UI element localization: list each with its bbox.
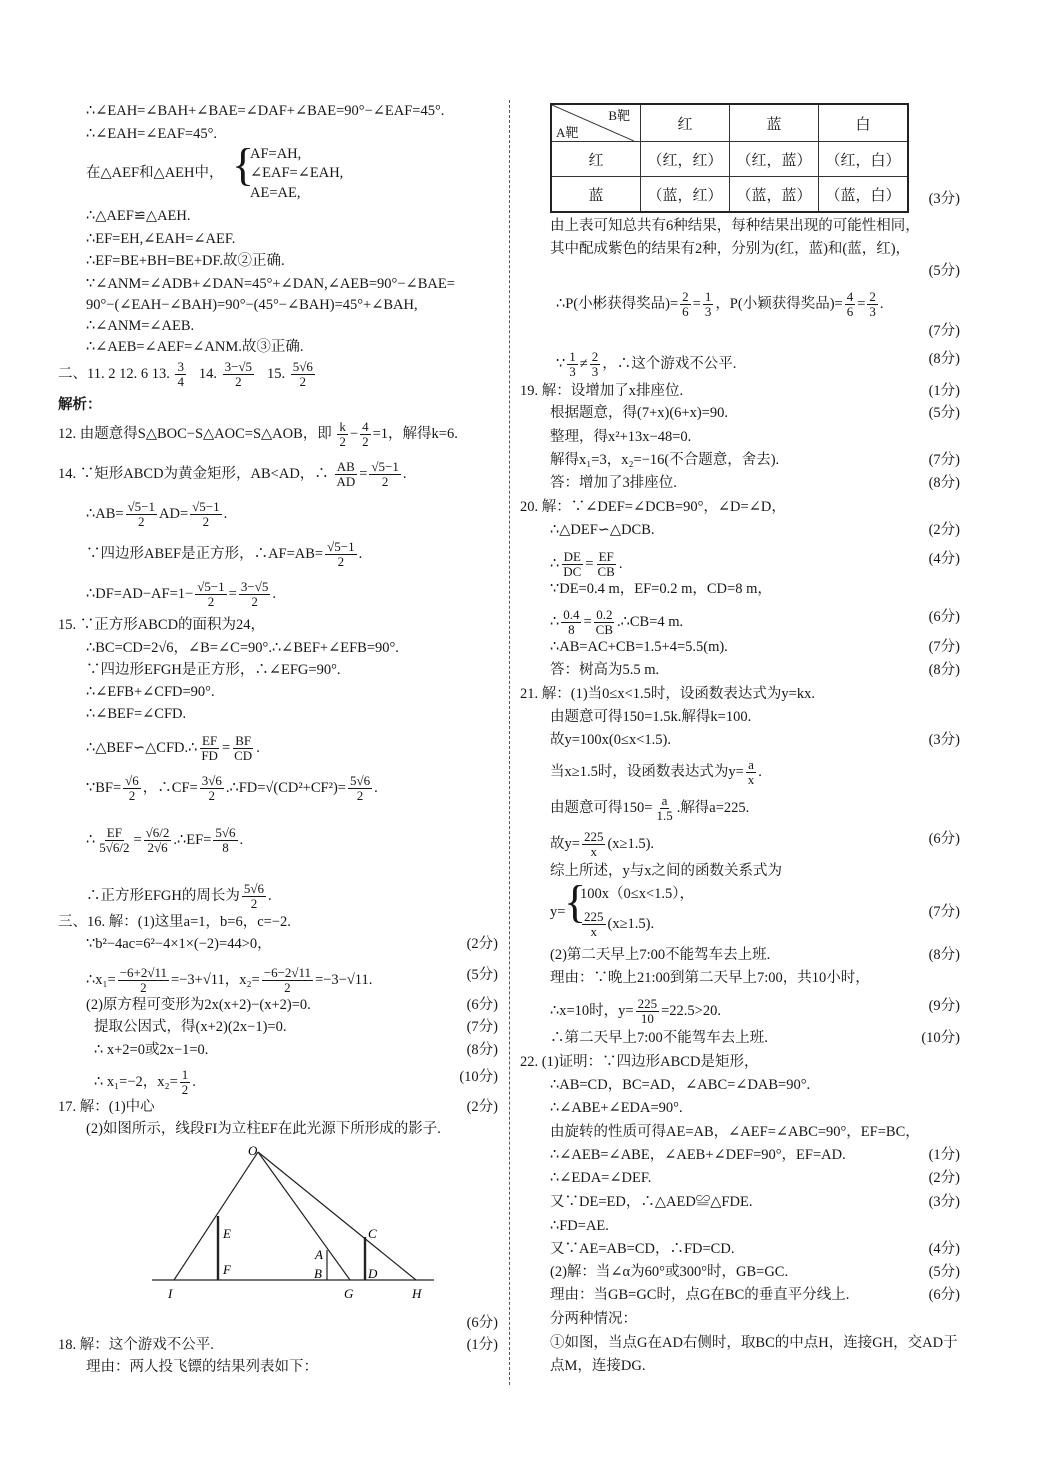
score: (7分): [928, 904, 960, 920]
score: (4分): [928, 1241, 960, 1257]
q21-line: ∴第二天早上7:00不能驾车去上班. (10分): [550, 1030, 960, 1046]
score: (7分): [928, 323, 960, 339]
q20-line: 答：树高为5.5 m. (8分): [550, 662, 960, 678]
q19-line: 19. 解：设增加了x排座位. (1分): [520, 383, 960, 399]
analysis-label: 解析：: [58, 397, 102, 413]
q20-line: ∴AB=AC+CB=1.5+4=5.5(m). (7分): [550, 639, 960, 655]
q21-line: 由题意可得150=1.5k.解得k=100.: [550, 709, 752, 725]
line: 90°−(∠EAH−∠BAH)=90°−(45°−∠BAH)=45°+∠BAH,: [86, 297, 418, 313]
q18-line: ∵ $\frac{1}{3}$ ≠ $\frac{2}{3}$ ，∴这个游戏不公平. (8分): [556, 349, 960, 379]
q15-line: ∵四边形EFGH是正方形，∴∠EFG=90°.: [86, 662, 341, 678]
system-line: AE=AE,: [250, 185, 301, 201]
q21-line: 理由：∵晚上21:00到第二天早上7:00，共10小时，: [550, 970, 870, 986]
q20-line: ∵DE=0.4 m，EF=0.2 m，CD=8 m，: [550, 581, 772, 597]
q22-line: 又∵AE=AB=CD，∴FD=CD. (4分): [550, 1241, 960, 1257]
col-header: 红: [641, 104, 730, 142]
col-header: 蓝: [730, 104, 819, 142]
line: 在△AEF和△AEH中，: [86, 165, 224, 181]
score: (10分): [459, 1069, 498, 1085]
q16-line: ∵b²−4ac=6²−4×1×(−2)=44>0， (2分): [86, 936, 498, 952]
q22-line: ∴∠EDA=∠DEF. (2分): [550, 1170, 960, 1186]
score: (3分): [928, 1194, 960, 1210]
table-cell: （蓝，白）: [819, 177, 909, 213]
q19-line: 答：增加了3排座位. (8分): [550, 475, 960, 491]
score: (1分): [928, 383, 960, 399]
q15-line: ∴∠EFB+∠CFD=90°.: [86, 684, 215, 700]
q15-line: ∴正方形EFGH的周长为 $\frac{5√6}{2}$ .: [86, 881, 272, 911]
q20-line: ∴△DEF∽△DCB. (2分): [550, 522, 960, 538]
label-d: D: [368, 1266, 378, 1281]
q21-line: ∴x=10时，y= $\frac{225}{10}$ =22.5>20. (9分): [550, 996, 960, 1026]
q18-line: 18. 解：这个游戏不公平. (1分): [58, 1337, 498, 1353]
score: (2分): [466, 1099, 498, 1115]
q18-line: ∴P(小彬获得奖品)= $\frac{2}{6}$ = $\frac{1}{3}$ ，P(小颖获得奖品)= $\frac{4}{6}$ = $\frac{2}{3}$ .: [556, 289, 884, 319]
line: ∴∠EAH=∠EAF=45°.: [86, 126, 217, 142]
score: (6分): [928, 609, 960, 625]
q21-line: (2)第二天早上7:00不能驾车去上班. (8分): [550, 947, 960, 963]
ray-oh: [258, 1152, 416, 1280]
label-b: B: [314, 1266, 322, 1281]
q22-line: ∴∠AEB=∠ABE，∠AEB+∠DEF=90°，EF=AD. (1分): [550, 1147, 960, 1163]
q16-line: ∴ x₁=−2，x₂= $\frac{1}{2}$ . (10分): [94, 1067, 498, 1097]
q16-line: ∴ x+2=0或2x−1=0. (8分): [94, 1042, 498, 1058]
q12-line: 12. 由题意得S△BOC−S△AOC=S△AOB，即 $\frac{k}{2}$ − $\frac{4}{2}$ =1，解得k=6.: [58, 419, 458, 449]
row-header: 红: [551, 142, 641, 177]
label-o: O: [248, 1143, 258, 1158]
q21-line: 由题意可得150= $\frac{a}{1.5}$ .解得a=225.: [550, 793, 750, 823]
score: (3分): [928, 732, 960, 748]
answer-15-label: 15.: [266, 365, 286, 382]
fill-answers: [58, 360, 498, 389]
line: ∴∠EAH=∠BAH+∠BAE=∠DAF+∠BAE=90°−∠EAF=45°.: [86, 103, 445, 119]
col-header: 白: [819, 104, 909, 142]
q15-line: 15. ∵正方形ABCD的面积为24，: [58, 617, 266, 633]
label-e: E: [223, 1226, 231, 1241]
q22-line: ∴AB=CD，BC=AD，∠ABC=∠DAB=90°.: [550, 1077, 811, 1093]
q21-line: 当x≥1.5时，设函数表达式为y= $\frac{a}{x}$ .: [550, 757, 762, 787]
answers-11-13: 二、11. 2 12. 6 13.: [58, 365, 170, 382]
table-cell: （红，白）: [819, 142, 909, 177]
score: (8分): [928, 947, 960, 963]
q18-line: 理由：两人投飞镖的结果列表如下：: [86, 1359, 318, 1375]
score: (2分): [928, 522, 960, 538]
row-header: 蓝: [551, 177, 641, 213]
line: ∴EF=EH,∠EAH=∠AEF.: [86, 231, 236, 247]
q22-line: 由旋转的性质可得AE=AB，∠AEF=∠ABC=90°，EF=BC，: [550, 1124, 920, 1140]
table-corner: [551, 104, 641, 142]
label-f: F: [223, 1262, 231, 1277]
q18-line: 由上表可知总共有6种结果，每种结果出现的可能性相同，: [550, 218, 920, 234]
brace: {: [564, 876, 587, 927]
q22-line: (2)解：当∠α为60°或300°时，GB=GC. (5分): [550, 1264, 960, 1280]
q15-line: ∴ $\frac{EF}{5√6/2}$ = $\frac{√6/2}{2√6}$ .∴EF= $\frac{5√6}{8}$ .: [86, 825, 244, 855]
q16-line: 三、16. 解：(1)这里a=1，b=6，c=−2.: [58, 914, 291, 930]
label-c: C: [368, 1226, 377, 1241]
score: (4分): [928, 551, 960, 567]
q22-line: 分两种情况：: [550, 1311, 637, 1327]
q20-line: ∴ $\frac{DE}{DC}$ = $\frac{EF}{CB}$ . (4分): [550, 549, 960, 579]
q21-line: 21. 解：(1)当0≤x<1.5时，设函数表达式为y=kx.: [520, 686, 815, 702]
score: (5分): [928, 263, 960, 279]
q14-line: ∴AB= $\frac{√5-1}{2}$ AD= $\frac{√5-1}{2}$ .: [86, 499, 228, 529]
score: (3分): [928, 191, 960, 207]
score: (5分): [466, 967, 498, 983]
brace: {: [232, 139, 255, 190]
q22-line: 又∵DE=ED，∴△AED≌△FDE. (3分): [550, 1194, 960, 1210]
score: (6分): [928, 831, 960, 847]
q19-line: 根据题意，得(7+x)(6+x)=90. (5分): [550, 405, 960, 421]
line: ∴EF=BE+BH=BE+DF.故②正确.: [86, 253, 285, 269]
score: (6分): [466, 1315, 498, 1331]
label-a: A: [315, 1247, 323, 1262]
header-a: A靶: [556, 125, 579, 140]
system-line: ∠EAF=∠EAH,: [250, 165, 344, 181]
score: (2分): [466, 936, 498, 952]
q14-line: 14. ∵矩形ABCD为黄金矩形，AB<AD，∴ $\frac{AB}{AD}$ = $\frac{√5-1}{2}$ .: [58, 459, 407, 489]
result-table: [550, 103, 909, 213]
line: ∴∠ANM=∠AEB.: [86, 318, 195, 334]
shadow-figure: [138, 1140, 478, 1310]
answer-14-label: 14.: [198, 365, 217, 382]
q21-line: 故y= $\frac{225}{x}$ (x≥1.5). (6分): [550, 829, 960, 859]
q22-line: ∴FD=AE.: [550, 1218, 609, 1234]
score: (5分): [928, 405, 960, 421]
q20-line: ∴ $\frac{0.4}{8}$ = $\frac{0.2}{CB}$ .∴CB=4 m. (6分): [550, 607, 960, 637]
score: (2分): [928, 1170, 960, 1186]
score: (7分): [928, 452, 960, 468]
q14-line: ∴DF=AD−AF=1− $\frac{√5-1}{2}$ = $\frac{3-√5}{2}$ .: [86, 579, 276, 609]
ray-oi: [174, 1152, 258, 1280]
q17-line: 17. 解：(1)中心 (2分): [58, 1099, 498, 1115]
score: (8分): [928, 662, 960, 678]
score: (8分): [928, 475, 960, 491]
score: (7分): [928, 639, 960, 655]
q16-line: (2)原方程可变形为2x(x+2)−(x+2)=0. (6分): [86, 997, 498, 1013]
line: ∴∠AEB=∠AEF=∠ANM.故③正确.: [86, 339, 304, 355]
q18-line: 其中配成紫色的结果有2种，分别为(红，蓝)和(蓝，红)，: [550, 241, 911, 257]
score: (10分): [921, 1030, 960, 1046]
score: (6分): [928, 1287, 960, 1303]
q19-line: 整理，得x²+13x−48=0.: [550, 429, 692, 445]
score: (5分): [928, 1264, 960, 1280]
score: (8分): [466, 1042, 498, 1058]
line: ∴△AEF≌△AEH.: [86, 208, 191, 224]
q15-line: ∴∠BEF=∠CFD.: [86, 706, 187, 722]
q16-line: 提取公因式，得(x+2)(2x−1)=0. (7分): [94, 1019, 498, 1035]
q22-line: 点M，连接DG.: [550, 1358, 646, 1374]
q22-line: ①如图，当点G在AD右侧时，取BC的中点H，连接GH，交AD于: [550, 1335, 958, 1351]
score: (9分): [928, 998, 960, 1014]
q19-line: 解得x₁=3，x₂=−16(不合题意，舍去). (7分): [550, 452, 960, 468]
q21-y-label: y=: [550, 904, 566, 920]
q21-line: 综上所述，y与x之间的函数关系式为: [550, 863, 782, 879]
system-line: AF=AH,: [250, 146, 302, 162]
q22-line: 22. (1)证明：∵四边形ABCD是矩形，: [520, 1054, 759, 1070]
q14-line: ∵四边形ABEF是正方形，∴AF=AB= $\frac{√5-1}{2}$ .: [86, 539, 363, 569]
score: (7分): [466, 1019, 498, 1035]
q22-line: ∴∠ABE+∠EDA=90°.: [550, 1100, 683, 1116]
q15-line: ∴BC=CD=2√6，∠B=∠C=90°.∴∠BEF+∠EFB=90°.: [86, 640, 399, 656]
table-cell: （红，红）: [641, 142, 730, 177]
q21-piece: $\frac{225}{x}$ (x≥1.5).: [584, 909, 655, 939]
fraction: $\frac{3}{4}$: [177, 359, 184, 389]
q20-line: 20. 解：∵∠DEF=∠DCB=90°，∠D=∠D，: [520, 499, 786, 515]
label-h: H: [412, 1286, 422, 1301]
header-b: B靶: [608, 108, 630, 123]
table-cell: （红，蓝）: [730, 142, 819, 177]
column-divider: [509, 100, 510, 1385]
fraction: $\frac{3-√5}{2}$: [224, 359, 253, 389]
table-row: [551, 142, 908, 177]
line: ∵∠ANM=∠ADB+∠DAN=45°+∠DAN,∠AEB=90°−∠BAE=: [86, 276, 455, 292]
q16-line: ∴x₁= $\frac{-6+2√11}{2}$ =−3+√11，x₂= $\frac{-6-2√11}{2}$ =−3−√11. (5分): [86, 965, 498, 995]
score: (1分): [928, 1147, 960, 1163]
table-cell: （蓝，红）: [641, 177, 730, 213]
score: (8分): [928, 351, 960, 367]
q21-piece: 100x（0≤x<1.5），: [580, 886, 695, 902]
label-i: I: [168, 1286, 173, 1301]
q15-line: ∵BF= $\frac{√6}{2}$ ，∴CF= $\frac{3√6}{2}$ .∴FD=√(CD²+CF²)= $\frac{5√6}{2}$ .: [86, 773, 378, 803]
q21-line: 故y=100x(0≤x<1.5). (3分): [550, 732, 960, 748]
q15-line: ∴△BEF∽△CFD.∴ $\frac{EF}{FD}$ = $\frac{BF}{CD}$ .: [86, 733, 260, 763]
label-g: G: [344, 1286, 354, 1301]
score: (6分): [466, 997, 498, 1013]
table-cell: （蓝，蓝）: [730, 177, 819, 213]
fraction: $\frac{5√6}{2}$: [292, 359, 313, 389]
table-row: [551, 177, 908, 213]
q22-line: 理由：当GB=GC时，点G在BC的垂直平分线上. (6分): [550, 1287, 960, 1303]
score: (1分): [466, 1337, 498, 1353]
q17-line: (2)如图所示，线段FI为立柱EF在此光源下所形成的影子.: [86, 1121, 441, 1137]
